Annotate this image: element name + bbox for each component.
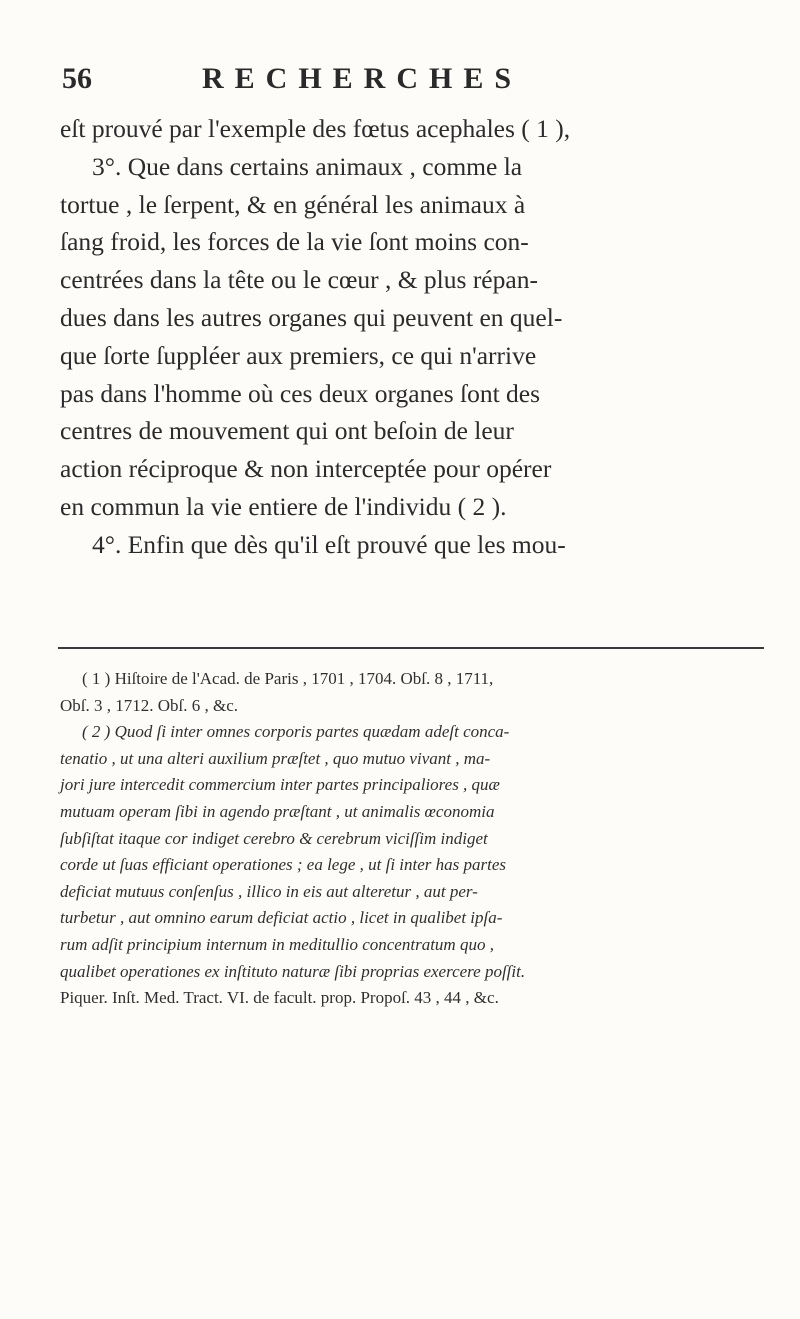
body-line: action réciproque & non interceptée pour opérer (60, 454, 552, 484)
body-line: eſt prouvé par l'exemple des fœtus acephales ( 1 ), (60, 114, 571, 143)
footnote-line: ( 1 ) Hiſtoire de l'Acad. de Paris , 1701 , 1704. Obſ. 8 , 1711, (82, 669, 494, 688)
footnote-line: ſubſiſtat itaque cor indiget cerebro & cerebrum viciſſim indiget (60, 828, 488, 848)
footnotes (60, 666, 766, 1012)
footnote-line: qualibet operationes ex inſtituto naturæ ſibi proprias exercere poſſit. (60, 961, 526, 981)
body-text (60, 110, 782, 564)
body-line: dues dans les autres organes qui peuvent en quel- (60, 302, 563, 332)
footnote-line: turbetur , aut omnino earum deficiat actio , licet in qualibet ipſa- (60, 908, 503, 928)
footnote-line: jori jure intercedit commercium inter partes principaliores , quæ (60, 775, 500, 795)
footnote-line: corde ut ſuas efficiant operationes ; ea lege , ut ſi inter has partes (60, 855, 507, 875)
body-line: en commun la vie entiere de l'individu ( 2 ). (60, 491, 507, 521)
body-line: pas dans l'homme où ces deux organes ſont des (60, 378, 541, 408)
footnote-line: rum adſit principium internum in meditullio concentratum quo , (60, 934, 494, 954)
page-number: 56 (62, 62, 92, 95)
footnote-line: ( 2 ) Quod ſi inter omnes corporis partes quædam adeſt conca- (82, 722, 510, 742)
body-line: centrées dans la tête ou le cœur , & plus répan- (60, 265, 538, 295)
body-line: centres de mouvement qui ont beſoin de leur (60, 416, 514, 446)
footnote-divider (58, 647, 764, 649)
page-header (62, 62, 762, 102)
footnote-line: Obſ. 3 , 1712. Obſ. 6 , &c. (60, 695, 239, 715)
body-line: ſang froid, les forces de la vie ſont moins con- (60, 227, 529, 257)
footnote-line: deficiat mutuus conſenſus , illico in eis aut alteretur , aut per- (60, 881, 478, 901)
body-line: tortue , le ſerpent, & en général les animaux à (60, 189, 526, 219)
body-line: 3°. Que dans certains animaux , comme la (92, 151, 523, 181)
body-line: que ſorte ſuppléer aux premiers, ce qui n'arrive (60, 340, 537, 370)
footnote-line: mutuam operam ſibi in agendo præſtant , ut animalis œconomia (60, 801, 495, 821)
footnote-line: Piquer. Inſt. Med. Tract. VI. de facult. prop. Propoſ. 43 , 44 , &c. (60, 988, 499, 1008)
body-line: 4°. Enfin que dès qu'il eſt prouvé que les mou- (92, 529, 566, 559)
footnote-line: tenatio , ut una alteri auxilium præſtet , quo mutuo vivant , ma- (60, 748, 491, 768)
running-title: RECHERCHES (202, 62, 523, 95)
